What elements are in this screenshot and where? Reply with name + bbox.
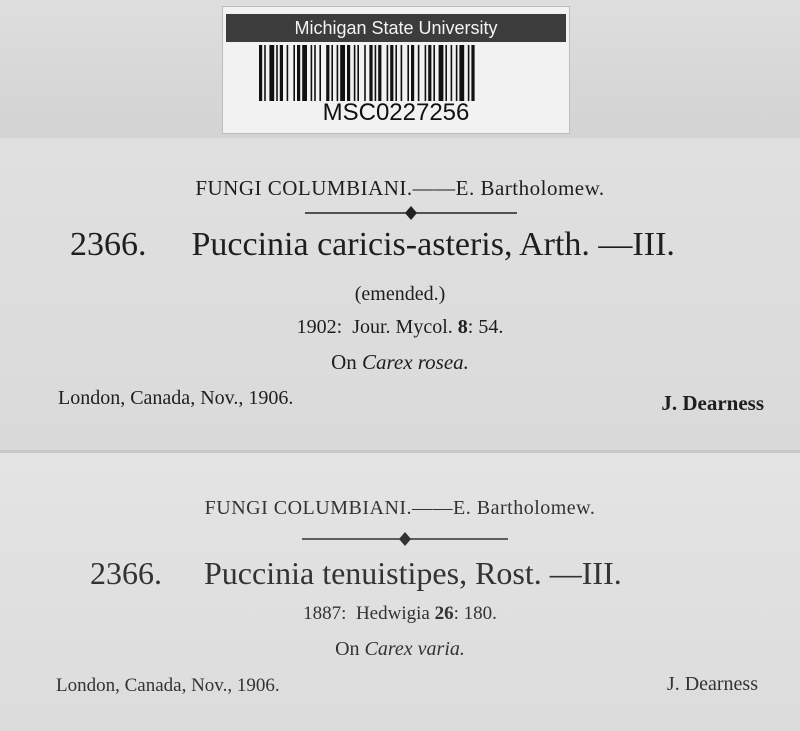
catalog-number: 2366. bbox=[90, 555, 162, 591]
label-citation: 1902: Jour. Mycol. 8: 54. bbox=[296, 316, 504, 338]
label-locality: London, Canada, Nov., 1906. bbox=[58, 387, 294, 409]
ornament-divider bbox=[302, 532, 508, 546]
label-title bbox=[70, 226, 675, 264]
label-host: On Carex rosea. bbox=[331, 350, 469, 374]
label-collector: J. Dearness bbox=[661, 391, 764, 415]
label-note: (emended.) bbox=[354, 283, 446, 305]
label-title bbox=[90, 555, 622, 592]
specimen-label-1 bbox=[0, 138, 800, 450]
barcode-bars bbox=[259, 45, 539, 101]
barcode-institution: Michigan State University bbox=[226, 14, 566, 42]
specimen-label-2 bbox=[0, 453, 800, 731]
spore-stage: —III. bbox=[549, 555, 622, 591]
spore-stage: —III. bbox=[598, 226, 675, 263]
label-header: FUNGI COLUMBIANI.——E. Bartholomew. bbox=[195, 176, 605, 200]
barcode-number: MSC0227256 bbox=[322, 99, 470, 126]
species-name: Puccinia tenuistipes, Rost. bbox=[204, 555, 542, 591]
label-host: On Carex varia. bbox=[335, 638, 465, 660]
label-citation: 1887: Hedwigia 26: 180. bbox=[303, 603, 497, 624]
catalog-number: 2366. bbox=[70, 226, 147, 263]
label-collector: J. Dearness bbox=[666, 673, 758, 695]
label-locality: London, Canada, Nov., 1906. bbox=[56, 675, 280, 696]
species-name: Puccinia caricis-asteris, Arth. bbox=[191, 226, 590, 263]
barcode-label bbox=[222, 6, 570, 134]
ornament-divider bbox=[305, 206, 517, 220]
label-header: FUNGI COLUMBIANI.——E. Bartholomew. bbox=[204, 497, 596, 519]
